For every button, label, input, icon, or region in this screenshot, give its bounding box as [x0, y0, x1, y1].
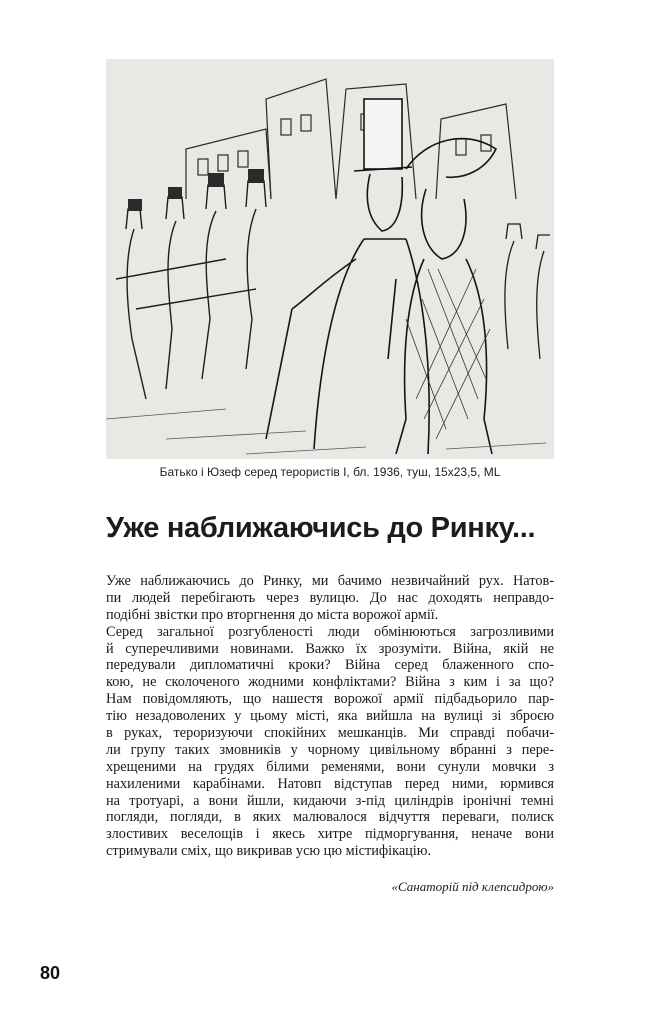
- text-line: пи людей перебігають через вулицю. До нас доходять неправдо-: [106, 589, 554, 606]
- text-line: тію незадоволених у цьому місті, яка вийшла на вулиці зі зброєю: [106, 708, 554, 725]
- text-line: стримували сміх, що викривав усю цю містифікацію.: [106, 843, 432, 860]
- text-line: нахиленими карабінами. Натовп відступав перед ними, юрмився: [106, 775, 554, 792]
- text-line: хрещеними на грудях білими ременями, вони сунули мовчки з: [106, 758, 554, 775]
- text-line: на тротуарі, а вони йшли, кидаючи з-під циліндрів іронічні темні: [106, 792, 554, 809]
- page-number: 80: [40, 963, 61, 983]
- illustration-figure: [106, 59, 554, 459]
- section-heading: Уже наближаючись до Ринку...: [106, 512, 536, 544]
- text-line: погляди, погляди, в яких малювалося відчуття переваги, полиск: [106, 809, 554, 826]
- text-line: злостивих веселощів і якесь хитре підморгування, неначе вони: [106, 826, 554, 843]
- text-line: передували дипломатичні кроки? Війна серед блаженного спо-: [106, 657, 554, 674]
- text-line: подібні звістки про вторгнення до міста ворожої армії.: [106, 606, 439, 623]
- text-line: Уже наближаючись до Ринку, ми бачимо незвичайний рух. Натов-: [106, 573, 554, 589]
- text-line: й суперечливими новинами. Важко їх зрозуміти. Війна, якій не: [106, 640, 554, 657]
- text-line: кою, не сколоченого жодними конфліктами? Війна з ким і за що?: [106, 674, 554, 691]
- text-line: ли групу таких змовників у чорному цивільному вбранні з пере-: [106, 741, 554, 758]
- ink-drawing-illustration: [106, 59, 554, 459]
- figure-caption: Батько і Юзеф серед терористів I, бл. 1936, туш, 15x23,5, ML: [159, 465, 501, 479]
- text-line: в руках, тероризуючи спокійних мешканців. Ми справді побачи-: [106, 725, 554, 742]
- text-line: Нам повідомляють, що нашестя ворожої армії підбадьорило пар-: [106, 691, 554, 708]
- body-paragraph: [106, 573, 554, 860]
- source-attribution: «Санаторій під клепсидрою»: [391, 879, 554, 894]
- text-line: Серед загальної розгубленості люди обмінюються загрозливими: [106, 623, 554, 640]
